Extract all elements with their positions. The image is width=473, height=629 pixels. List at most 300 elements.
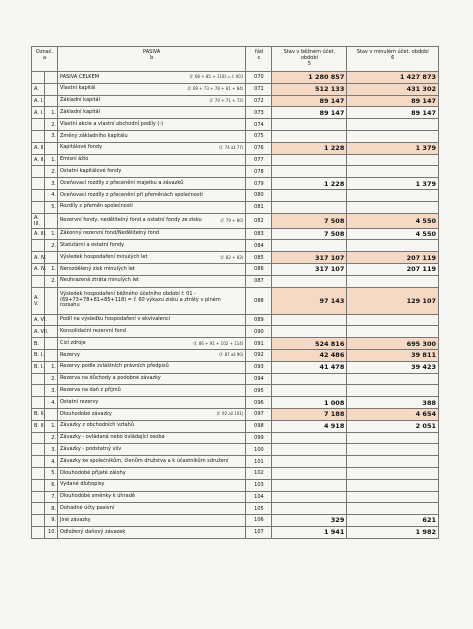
current-period-value: 89 147 <box>272 95 347 107</box>
row-description <box>58 432 246 444</box>
header-col-c: řád c <box>246 47 272 72</box>
row-formula: (ř. 70 + 71 + 72) <box>209 97 244 103</box>
header-col-6: Stav v minulém účet. období 6 <box>347 47 439 72</box>
previous-period-value <box>347 456 439 468</box>
row-index: 1. <box>45 361 58 373</box>
table-row <box>32 456 439 468</box>
previous-period-value: 89 147 <box>347 95 439 107</box>
row-label: Nerozdělený zisk minulých let <box>60 265 135 272</box>
row-index <box>45 338 58 350</box>
table-row <box>32 479 439 491</box>
row-index <box>45 95 58 107</box>
row-number: 098 <box>246 420 272 432</box>
table-row <box>32 263 439 275</box>
table-row <box>32 72 439 84</box>
row-index: 10. <box>45 526 58 538</box>
row-mark <box>32 397 45 409</box>
current-period-value: 1 228 <box>272 178 347 190</box>
previous-period-value: 207 119 <box>347 252 439 264</box>
previous-period-value <box>347 154 439 166</box>
row-mark: B. II. <box>32 420 45 432</box>
previous-period-value: 388 <box>347 397 439 409</box>
row-number: 077 <box>246 154 272 166</box>
table-row <box>32 503 439 515</box>
row-number: 104 <box>246 491 272 503</box>
row-index <box>45 408 58 420</box>
table-row <box>32 189 439 201</box>
row-number: 089 <box>246 314 272 326</box>
row-mark: B. II. <box>32 408 45 420</box>
row-number: 072 <box>246 95 272 107</box>
current-period-value <box>272 240 347 252</box>
row-label: Dlouhodobé závazky <box>60 410 112 417</box>
row-number: 092 <box>246 349 272 361</box>
previous-period-value <box>347 326 439 338</box>
row-mark <box>32 467 45 479</box>
row-number: 094 <box>246 373 272 385</box>
row-index: 3. <box>45 130 58 142</box>
current-period-value <box>272 385 347 397</box>
row-label: Závazky - ovládaná nebo ovládající osoba <box>60 434 165 441</box>
table-row <box>32 444 439 456</box>
previous-period-value: 39 423 <box>347 361 439 373</box>
row-description <box>58 373 246 385</box>
previous-period-value <box>347 201 439 213</box>
row-formula: (ř. 92 až 101) <box>216 411 244 417</box>
row-number: 075 <box>246 130 272 142</box>
row-label: Cizí zdroje <box>60 339 86 346</box>
row-index: 5. <box>45 467 58 479</box>
table-row <box>32 515 439 527</box>
current-period-value <box>272 154 347 166</box>
row-number: 105 <box>246 503 272 515</box>
table-row <box>32 420 439 432</box>
row-description <box>58 142 246 154</box>
row-description <box>58 515 246 527</box>
row-description <box>58 166 246 178</box>
row-label: Závazky ke společníkům, členům družstva a k účastníkům sdružení <box>60 457 229 464</box>
row-label: Jiné závazky <box>60 516 91 523</box>
row-formula: (ř. 86 + 91 + 102 + 114) <box>193 340 244 346</box>
row-formula: (ř. 68 + 85 + 118) = ř. 001 <box>189 74 244 80</box>
previous-period-value <box>347 119 439 131</box>
row-label: PASIVA CELKEM <box>60 73 100 80</box>
row-index <box>45 72 58 84</box>
current-period-value <box>272 467 347 479</box>
previous-period-value: 4 550 <box>347 228 439 240</box>
row-index <box>45 142 58 154</box>
row-number: 087 <box>246 275 272 287</box>
previous-period-value: 621 <box>347 515 439 527</box>
row-index: 4. <box>45 397 58 409</box>
row-index: 6. <box>45 479 58 491</box>
previous-period-value: 431 302 <box>347 83 439 95</box>
row-mark: A. I. <box>32 107 45 119</box>
row-index <box>45 349 58 361</box>
current-period-value <box>272 201 347 213</box>
row-index: 1. <box>45 107 58 119</box>
previous-period-value <box>347 444 439 456</box>
current-period-value: 317 107 <box>272 263 347 275</box>
row-description <box>58 420 246 432</box>
row-index: 8. <box>45 503 58 515</box>
table-row <box>32 130 439 142</box>
row-number: 099 <box>246 432 272 444</box>
row-mark <box>32 72 45 84</box>
row-label: Podíl na výsledku hospodaření v ekvivalenci <box>60 316 171 323</box>
table-row <box>32 83 439 95</box>
row-description <box>58 119 246 131</box>
row-label: Ostatní kapitálové fondy <box>60 168 122 175</box>
current-period-value: 4 918 <box>272 420 347 432</box>
row-number: 078 <box>246 166 272 178</box>
table-row <box>32 287 439 314</box>
table-row <box>32 314 439 326</box>
row-formula: (ř. 74 až 77) <box>219 145 244 151</box>
row-mark <box>32 240 45 252</box>
row-description <box>58 95 246 107</box>
row-label: Dohadné účty pasivní <box>60 504 115 511</box>
row-label: Závazky - podstatný vliv <box>60 445 122 452</box>
row-index: 7. <box>45 491 58 503</box>
row-number: 071 <box>246 83 272 95</box>
table-row <box>32 240 439 252</box>
row-mark: A. V. <box>32 287 45 314</box>
table-row <box>32 201 439 213</box>
current-period-value <box>272 491 347 503</box>
row-description <box>58 385 246 397</box>
row-description <box>58 361 246 373</box>
table-row <box>32 397 439 409</box>
table-row <box>32 107 439 119</box>
row-label: Konsolidační rezervní fond <box>60 327 126 334</box>
row-mark <box>32 432 45 444</box>
row-description <box>58 213 246 228</box>
row-mark: A. I. <box>32 95 45 107</box>
previous-period-value <box>347 385 439 397</box>
row-number: 088 <box>246 287 272 314</box>
row-index: 2. <box>45 432 58 444</box>
table-row <box>32 526 439 538</box>
row-mark: B. <box>32 338 45 350</box>
table-row <box>32 275 439 287</box>
previous-period-value: 1 427 873 <box>347 72 439 84</box>
row-description <box>58 178 246 190</box>
row-description <box>58 72 246 84</box>
table-row <box>32 467 439 479</box>
row-number: 082 <box>246 213 272 228</box>
row-description <box>58 526 246 538</box>
row-description <box>58 189 246 201</box>
row-index: 1. <box>45 420 58 432</box>
current-period-value <box>272 189 347 201</box>
previous-period-value: 1 379 <box>347 178 439 190</box>
current-period-value <box>272 130 347 142</box>
current-period-value: 1 280 857 <box>272 72 347 84</box>
previous-period-value <box>347 491 439 503</box>
row-number: 073 <box>246 107 272 119</box>
row-mark: A. <box>32 83 45 95</box>
current-period-value <box>272 503 347 515</box>
row-index: 2. <box>45 275 58 287</box>
table-row <box>32 228 439 240</box>
row-label: Vydané dluhopisy <box>60 481 105 488</box>
row-label: Základní kapitál <box>60 97 101 104</box>
row-mark: A. VII. <box>32 326 45 338</box>
row-description <box>58 154 246 166</box>
row-index: 3. <box>45 178 58 190</box>
row-label: Vlastní kapitál <box>60 85 96 92</box>
row-index: 3. <box>45 385 58 397</box>
previous-period-value: 207 119 <box>347 263 439 275</box>
row-mark <box>32 178 45 190</box>
row-label: Oceňovací rozdíly z přecenění majetku a závazků <box>60 179 184 186</box>
row-description <box>58 397 246 409</box>
row-mark: A. II. <box>32 154 45 166</box>
row-label: Výsledek hospodaření běžného účetního období ř. 01 - (69+73+78+81+85+118) = ř. 60 výkazu zisku a ztráty v plném rozsahu <box>60 291 221 309</box>
row-label: Odložený daňový závazek <box>60 528 126 535</box>
row-index: 1. <box>45 263 58 275</box>
table-row <box>32 166 439 178</box>
row-label: Oceňovací rozdíly z přecenění při přeměnách společností <box>60 191 203 198</box>
table-row <box>32 361 439 373</box>
row-mark: B. I. <box>32 349 45 361</box>
row-index: 5. <box>45 201 58 213</box>
row-mark: A. VI. <box>32 314 45 326</box>
row-description <box>58 263 246 275</box>
table-row <box>32 95 439 107</box>
row-index: 2. <box>45 240 58 252</box>
current-period-value: 42 486 <box>272 349 347 361</box>
row-mark: A. III. <box>32 228 45 240</box>
row-mark <box>32 119 45 131</box>
table-row <box>32 119 439 131</box>
table-row <box>32 373 439 385</box>
row-label: Rezervy podle zvláštních právních předpisů <box>60 363 169 370</box>
row-number: 079 <box>246 178 272 190</box>
row-number: 074 <box>246 119 272 131</box>
current-period-value <box>272 373 347 385</box>
current-period-value: 317 107 <box>272 252 347 264</box>
previous-period-value <box>347 189 439 201</box>
row-number: 085 <box>246 252 272 264</box>
row-mark <box>32 515 45 527</box>
previous-period-value: 4 550 <box>347 213 439 228</box>
current-period-value: 512 133 <box>272 83 347 95</box>
table-row <box>32 252 439 264</box>
row-description <box>58 130 246 142</box>
row-mark: B. I. <box>32 361 45 373</box>
row-formula: (ř. 79 + 80) <box>220 217 244 223</box>
row-label: Ostatní rezervy <box>60 398 99 405</box>
current-period-value <box>272 326 347 338</box>
row-formula: (ř. 82 + 83) <box>220 254 244 260</box>
row-label: Změny základního kapitálu <box>60 132 128 139</box>
current-period-value: 89 147 <box>272 107 347 119</box>
row-number: 100 <box>246 444 272 456</box>
row-mark: A. IV. <box>32 252 45 264</box>
row-label: Základní kapitál <box>60 109 101 116</box>
current-period-value: 7 188 <box>272 408 347 420</box>
row-description <box>58 287 246 314</box>
previous-period-value <box>347 373 439 385</box>
row-label: Zákonný rezervní fond/Nedělitelný fond <box>60 230 160 237</box>
row-mark: A. II. <box>32 142 45 154</box>
current-period-value: 1 941 <box>272 526 347 538</box>
previous-period-value <box>347 130 439 142</box>
row-description <box>58 503 246 515</box>
previous-period-value <box>347 166 439 178</box>
current-period-value: 97 143 <box>272 287 347 314</box>
current-period-value <box>272 456 347 468</box>
current-period-value: 329 <box>272 515 347 527</box>
previous-period-value: 2 051 <box>347 420 439 432</box>
row-label: Rezerva na důchody a podobné závazky <box>60 375 161 382</box>
row-mark <box>32 373 45 385</box>
row-index <box>45 83 58 95</box>
row-number: 095 <box>246 385 272 397</box>
header-col-b: PASIVA b <box>58 47 246 72</box>
current-period-value <box>272 275 347 287</box>
row-label: Závazky z obchodních vztahů <box>60 422 135 429</box>
previous-period-value <box>347 314 439 326</box>
row-label: Dlouhodobé směnky k úhradě <box>60 493 135 500</box>
row-number: 081 <box>246 201 272 213</box>
row-index <box>45 213 58 228</box>
row-mark <box>32 189 45 201</box>
table-row <box>32 491 439 503</box>
previous-period-value: 695 300 <box>347 338 439 350</box>
row-description <box>58 444 246 456</box>
row-index: 2. <box>45 119 58 131</box>
row-description <box>58 479 246 491</box>
previous-period-value: 1 379 <box>347 142 439 154</box>
current-period-value <box>272 119 347 131</box>
header-col-a: Označ. a <box>32 47 58 72</box>
row-number: 102 <box>246 467 272 479</box>
row-index: 9. <box>45 515 58 527</box>
current-period-value: 41 478 <box>272 361 347 373</box>
row-index <box>45 252 58 264</box>
row-number: 080 <box>246 189 272 201</box>
row-label: Dlouhodobé přijaté zálohy <box>60 469 126 476</box>
row-description <box>58 228 246 240</box>
row-number: 097 <box>246 408 272 420</box>
current-period-value: 7 508 <box>272 228 347 240</box>
row-label: Statutární a ostatní fondy <box>60 242 125 248</box>
row-mark <box>32 166 45 178</box>
row-mark: A. IV. <box>32 263 45 275</box>
table-row <box>32 408 439 420</box>
row-number: 091 <box>246 338 272 350</box>
row-description <box>58 338 246 350</box>
row-number: 107 <box>246 526 272 538</box>
row-mark <box>32 130 45 142</box>
row-description <box>58 83 246 95</box>
previous-period-value <box>347 479 439 491</box>
row-number: 076 <box>246 142 272 154</box>
row-label: Emisní ážio <box>60 156 89 163</box>
table-row <box>32 178 439 190</box>
row-mark <box>32 275 45 287</box>
previous-period-value <box>347 503 439 515</box>
current-period-value <box>272 444 347 456</box>
row-mark <box>32 444 45 456</box>
header-col-5: Stav v běžném účet. období 5 <box>272 47 347 72</box>
row-mark <box>32 385 45 397</box>
row-label: Vlastní akcie a vlastní obchodní podíly (-) <box>60 120 164 127</box>
row-label: Výsledek hospodaření minulých let <box>60 253 148 260</box>
previous-period-value <box>347 240 439 252</box>
previous-period-value: 4 654 <box>347 408 439 420</box>
current-period-value: 524 816 <box>272 338 347 350</box>
row-number: 086 <box>246 263 272 275</box>
row-index <box>45 287 58 314</box>
row-number: 084 <box>246 240 272 252</box>
row-mark <box>32 201 45 213</box>
row-description <box>58 491 246 503</box>
row-index: 2. <box>45 373 58 385</box>
row-number: 101 <box>246 456 272 468</box>
table-row <box>32 213 439 228</box>
table-row <box>32 326 439 338</box>
row-number: 093 <box>246 361 272 373</box>
row-description <box>58 252 246 264</box>
row-description <box>58 201 246 213</box>
previous-period-value: 129 107 <box>347 287 439 314</box>
previous-period-value: 89 147 <box>347 107 439 119</box>
row-description <box>58 349 246 361</box>
row-mark <box>32 526 45 538</box>
row-label: Rezervy <box>60 351 80 358</box>
table-row <box>32 338 439 350</box>
previous-period-value: 39 811 <box>347 349 439 361</box>
row-description <box>58 408 246 420</box>
current-period-value: 1 228 <box>272 142 347 154</box>
row-mark <box>32 491 45 503</box>
row-number: 106 <box>246 515 272 527</box>
table-row <box>32 349 439 361</box>
row-number: 070 <box>246 72 272 84</box>
row-index: 4. <box>45 189 58 201</box>
balance-sheet <box>31 46 439 539</box>
table-row <box>32 142 439 154</box>
row-index: 4. <box>45 456 58 468</box>
row-number: 096 <box>246 397 272 409</box>
row-index: 1. <box>45 154 58 166</box>
row-label: Kapitálové fondy <box>60 144 103 151</box>
current-period-value <box>272 166 347 178</box>
current-period-value: 1 008 <box>272 397 347 409</box>
row-description <box>58 314 246 326</box>
row-description <box>58 326 246 338</box>
row-index: 3. <box>45 444 58 456</box>
row-number: 083 <box>246 228 272 240</box>
row-label: Rezervní fondy, nedělitelný fond a ostatní fondy ze zisku <box>60 216 202 223</box>
previous-period-value <box>347 432 439 444</box>
row-index: 1. <box>45 228 58 240</box>
row-label: Neuhrazená ztráta minulých let <box>60 277 139 284</box>
previous-period-value <box>347 467 439 479</box>
row-mark: A. III. <box>32 213 45 228</box>
row-description <box>58 107 246 119</box>
row-description <box>58 467 246 479</box>
previous-period-value: 1 982 <box>347 526 439 538</box>
pasiva-table <box>31 46 439 539</box>
current-period-value: 7 508 <box>272 213 347 228</box>
previous-period-value <box>347 275 439 287</box>
row-description <box>58 240 246 252</box>
